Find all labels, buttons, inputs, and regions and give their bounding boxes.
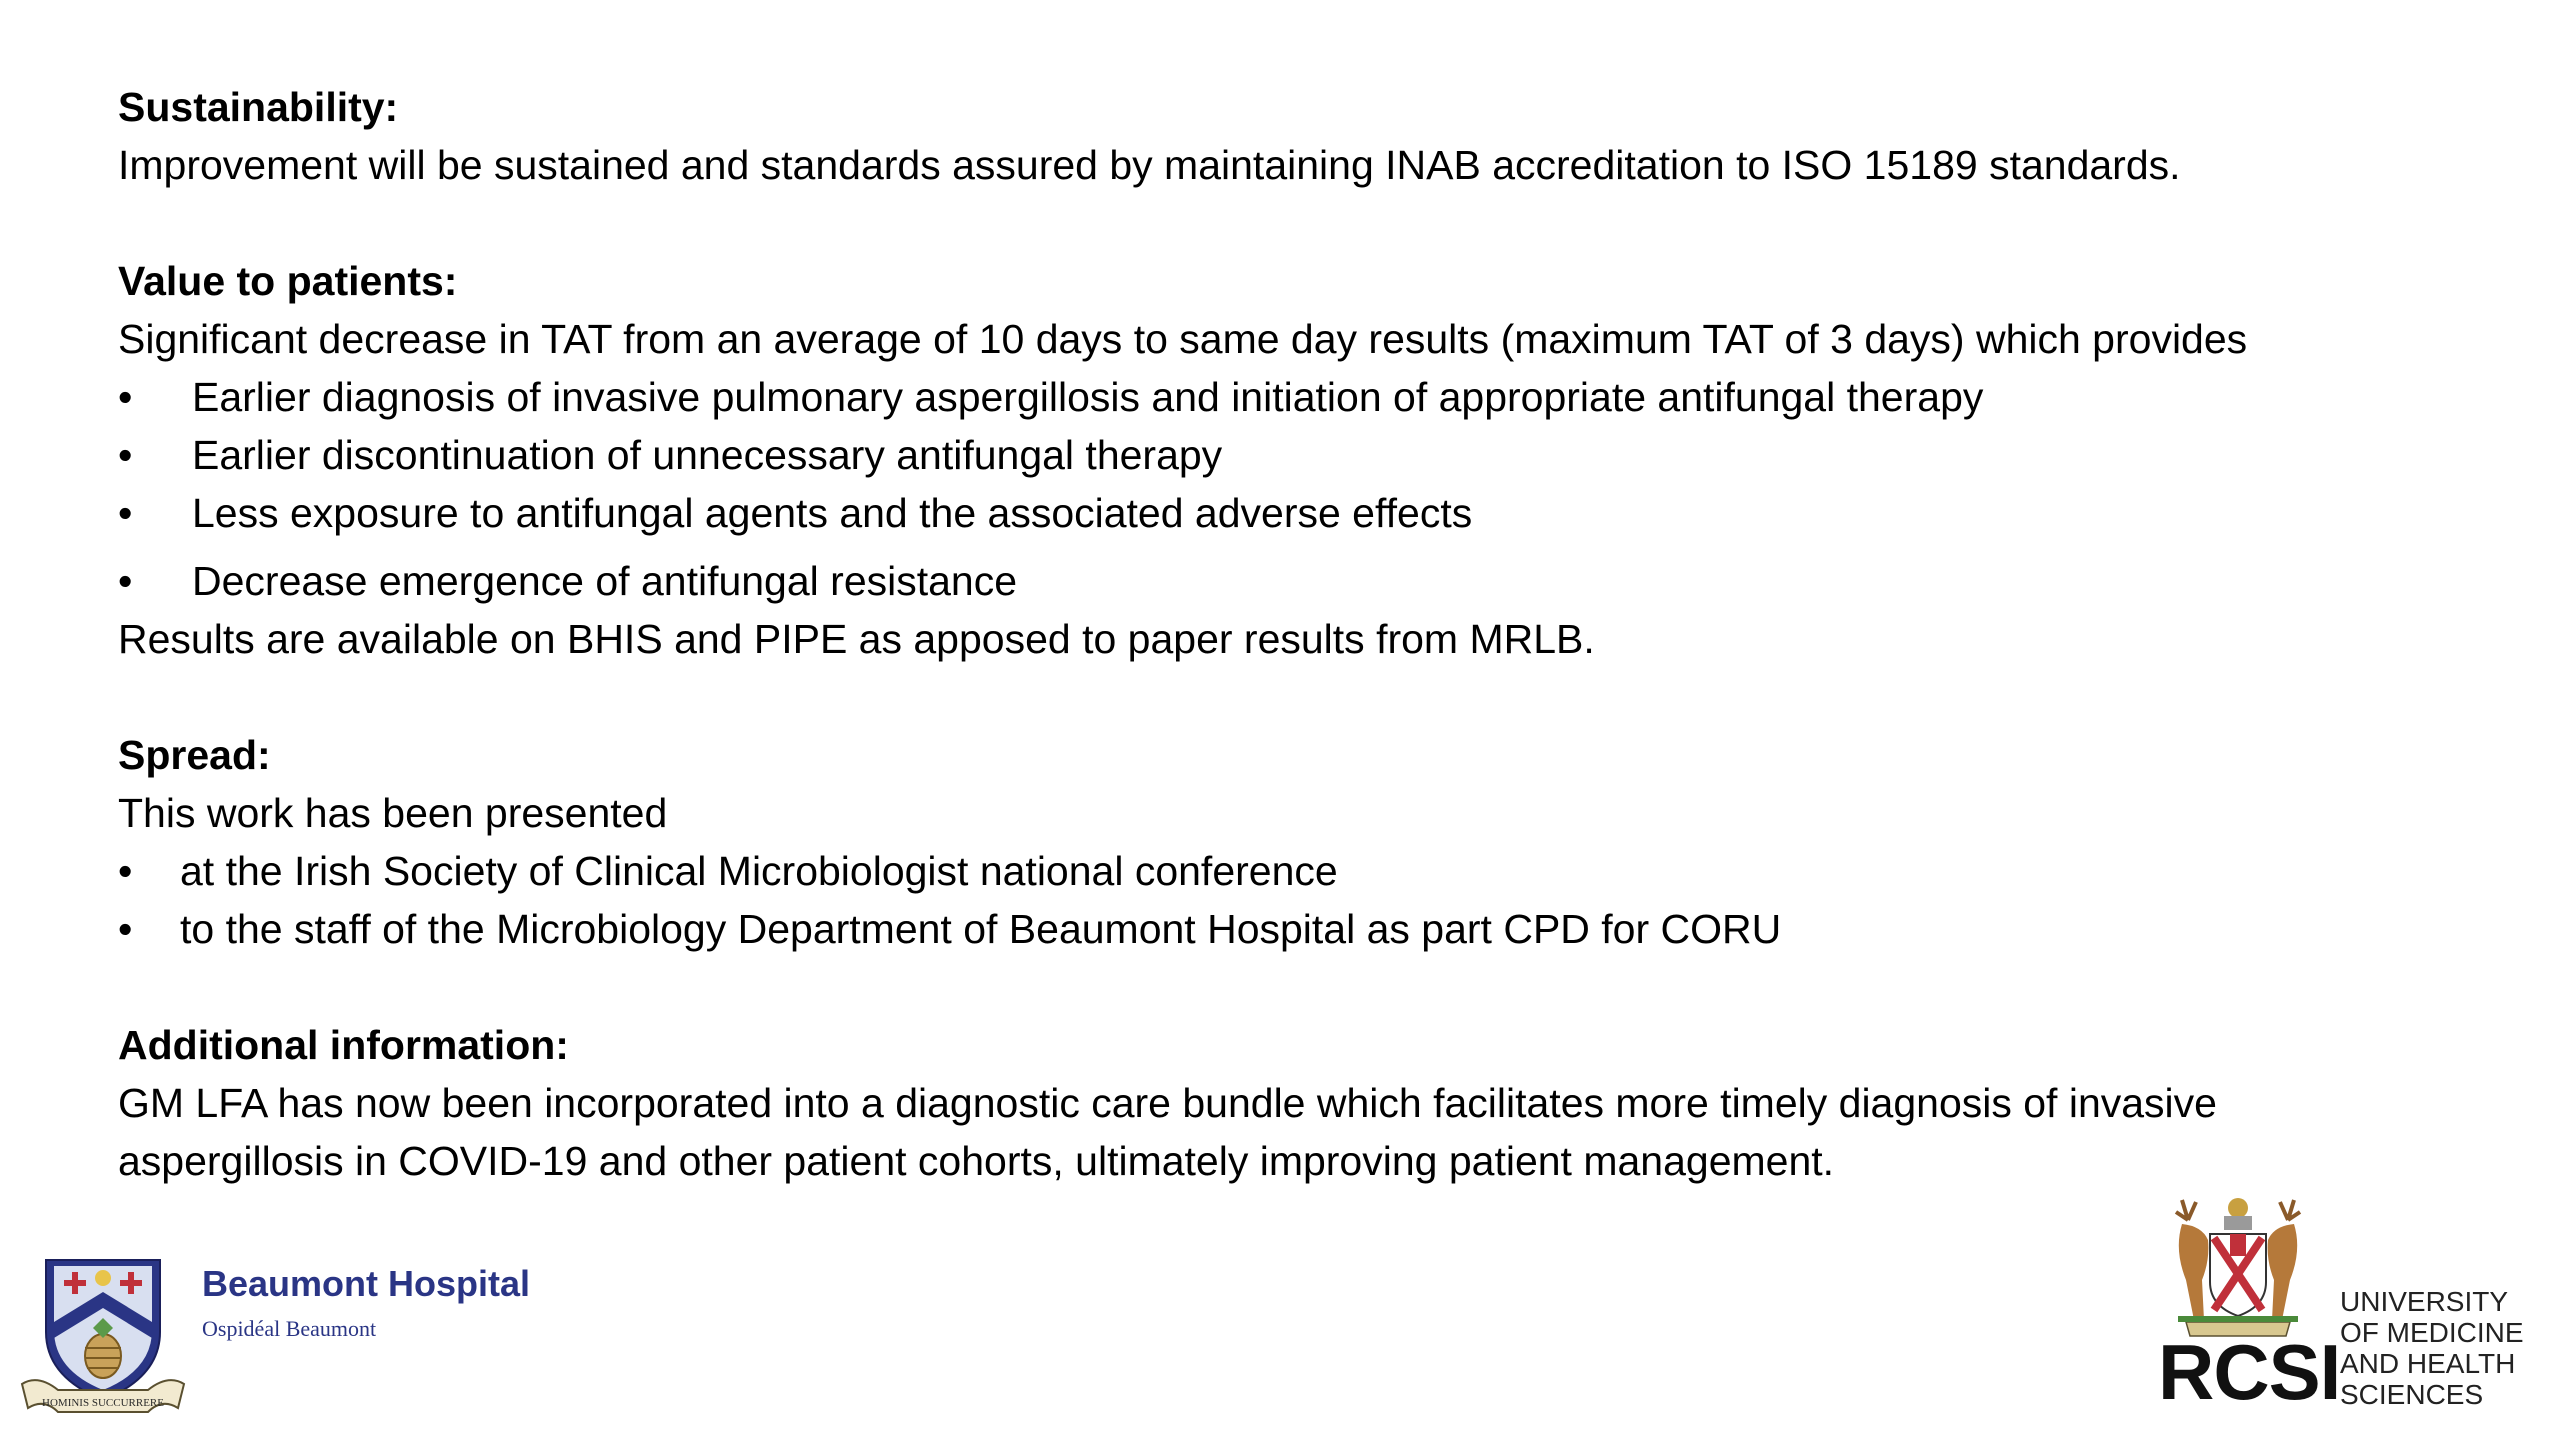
spread-intro: This work has been presented [118,790,668,836]
value-intro: Significant decrease in TAT from an average of 10 days to same day results (maximum TAT of 3 days) which provides [118,316,2248,362]
rcsi-line-1: UNIVERSITY [2340,1286,2509,1317]
bullet-icon: • [118,906,133,952]
bullet-icon: • [118,432,133,478]
list-item [118,426,2458,484]
spacer [118,668,2458,726]
value-outro: Results are available on BHIS and PIPE as apposed to paper results from MRLB. [118,616,1595,662]
spacer [118,958,2458,1016]
bullet-icon: • [118,490,133,536]
bullet-icon: • [118,374,133,420]
beaumont-name: Beaumont Hospital [202,1263,531,1304]
sustainability-text: Improvement will be sustained and standards assured by maintaining INAB accreditation to ISO 15189 standards. [118,142,2181,188]
additional-heading: Additional information: [118,1022,569,1068]
additional-text-line-1: GM LFA has now been incorporated into a diagnostic care bundle which facilitates more timely diagnosis of invasive [118,1080,2217,1126]
list-item [118,368,2458,426]
rcsi-wordmark: RCSI [2158,1328,2341,1416]
bullet-icon: • [118,558,133,604]
list-item-text: Earlier diagnosis of invasive pulmonary aspergillosis and initiation of appropriate antifungal therapy [192,374,1984,420]
crest-motto: HOMINIS SUCCURRERE [42,1397,164,1409]
rcsi-line-2: OF MEDICINE [2340,1317,2524,1348]
beaumont-wordmark [202,1262,530,1346]
sustainability-heading: Sustainability: [118,84,399,130]
list-item [118,552,2458,610]
list-item-text: Less exposure to antifungal agents and the associated adverse effects [192,490,1473,536]
beaumont-subtitle: Ospidéal Beaumont [202,1316,377,1341]
list-item-text: to the staff of the Microbiology Department of Beaumont Hospital as part CPD for CORU [180,906,1782,952]
rcsi-line-3: AND HEALTH [2340,1348,2516,1379]
list-item-text: Earlier discontinuation of unnecessary antifungal therapy [192,432,1223,478]
list-item-text: at the Irish Society of Clinical Microbiologist national conference [180,848,1338,894]
bullet-icon: • [118,848,133,894]
spread-bullet-list [118,842,2458,958]
slide-content [118,78,2458,1190]
list-item [118,842,2458,900]
spacer [118,194,2458,252]
rcsi-university-name [2340,1286,2524,1410]
list-item [118,900,2458,958]
rcsi-line-4: SCIENCES [2340,1379,2484,1410]
spread-heading: Spread: [118,732,271,778]
value-bullet-list [118,368,2458,610]
list-item [118,484,2458,542]
additional-text-line-2: aspergillosis in COVID-19 and other patient cohorts, ultimately improving patient management. [118,1138,1835,1184]
beaumont-crest-icon [18,1252,188,1422]
value-heading: Value to patients: [118,258,458,304]
list-item-text: Decrease emergence of antifungal resistance [192,558,1018,604]
rcsi-crest-icon [2168,1190,2308,1340]
